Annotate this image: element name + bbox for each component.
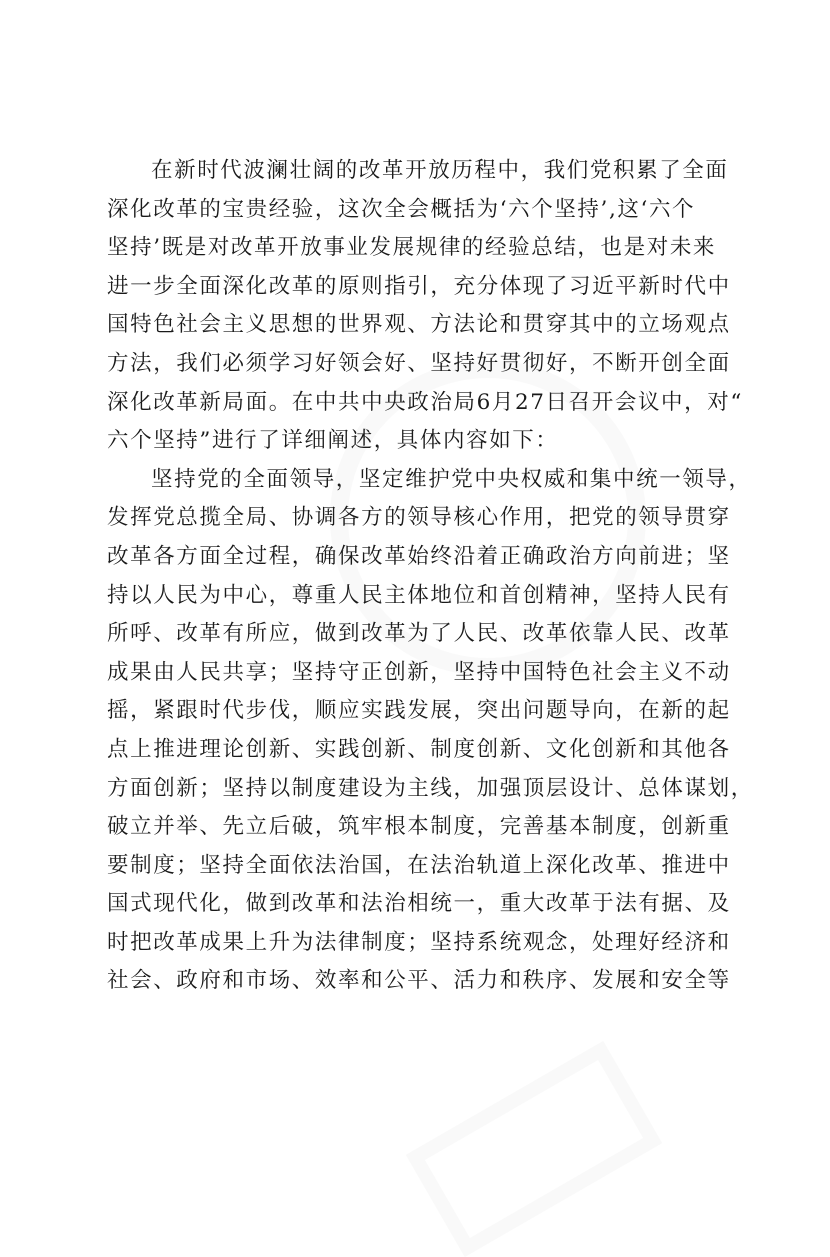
paragraph-1 <box>107 152 747 461</box>
text-line: 改革各方面全过程，确保改革始终沿着正确政治方向前进；坚 <box>107 543 731 569</box>
text-line: 所呼、改革有所应，做到改革为了人民、改革依靠人民、改革 <box>107 621 731 647</box>
text-line: 持以人民为中心，尊重人民主体地位和首创精神，坚持人民有 <box>107 582 731 608</box>
text-line: 破立并举、先立后破，筑牢根本制度，完善基本制度，创新重 <box>107 814 731 840</box>
text-line: 方法，我们必须学习好领会好、坚持好贯彻好，不断开创全面 <box>107 350 731 376</box>
text-line: 坚持党的全面领导，坚定维护党中央权威和集中统一领导， <box>151 466 752 492</box>
text-line: 成果由人民共享；坚持守正创新，坚持中国特色社会主义不动 <box>107 659 731 685</box>
text-line: 深化改革新局面。在中共中央政治局6月27日召开会议中，对“ <box>107 389 743 415</box>
text-line: 摇，紧跟时代步伐，顺应实践发展，突出问题导向，在新的起 <box>107 698 731 724</box>
text-line: 点上推进理论创新、实践创新、制度创新、文化创新和其他各 <box>107 736 731 762</box>
text-line: 国式现代化，做到改革和法治相统一，重大改革于法有据、及 <box>107 891 731 917</box>
text-line: 社会、政府和市场、效率和公平、活力和秩序、发展和安全等 <box>107 968 731 994</box>
text-line: 在新时代波澜壮阔的改革开放历程中，我们党积累了全面 <box>151 158 729 183</box>
text-line: 时把改革成果上升为法律制度；坚持系统观念，处理好经济和 <box>107 929 731 955</box>
paragraph-2 <box>107 461 754 1001</box>
watermark-stamp <box>406 1041 662 1257</box>
text-line: 六个坚持”进行了详细阐述，具体内容如下： <box>107 428 559 454</box>
document-body <box>107 152 754 1001</box>
text-line: 发挥党总揽全局、协调各方的领导核心作用，把党的领导贯穿 <box>107 505 731 531</box>
text-line: 国特色社会主义思想的世界观、方法论和贯穿其中的立场观点 <box>107 312 731 338</box>
text-line: 要制度；坚持全面依法治国，在法治轨道上深化改革、推进中 <box>107 852 731 878</box>
text-line: 方面创新；坚持以制度建设为主线，加强顶层设计、总体谋划， <box>107 775 754 801</box>
text-line: 深化改革的宝贵经验，这次全会概括为‘六个坚持’,这‘六个 <box>107 196 696 222</box>
text-line: 进一步全面深化改革的原则指引，充分体现了习近平新时代中 <box>107 273 731 299</box>
text-line: 坚持’既是对改革开放事业发展规律的经验总结，也是对未来 <box>107 235 717 261</box>
